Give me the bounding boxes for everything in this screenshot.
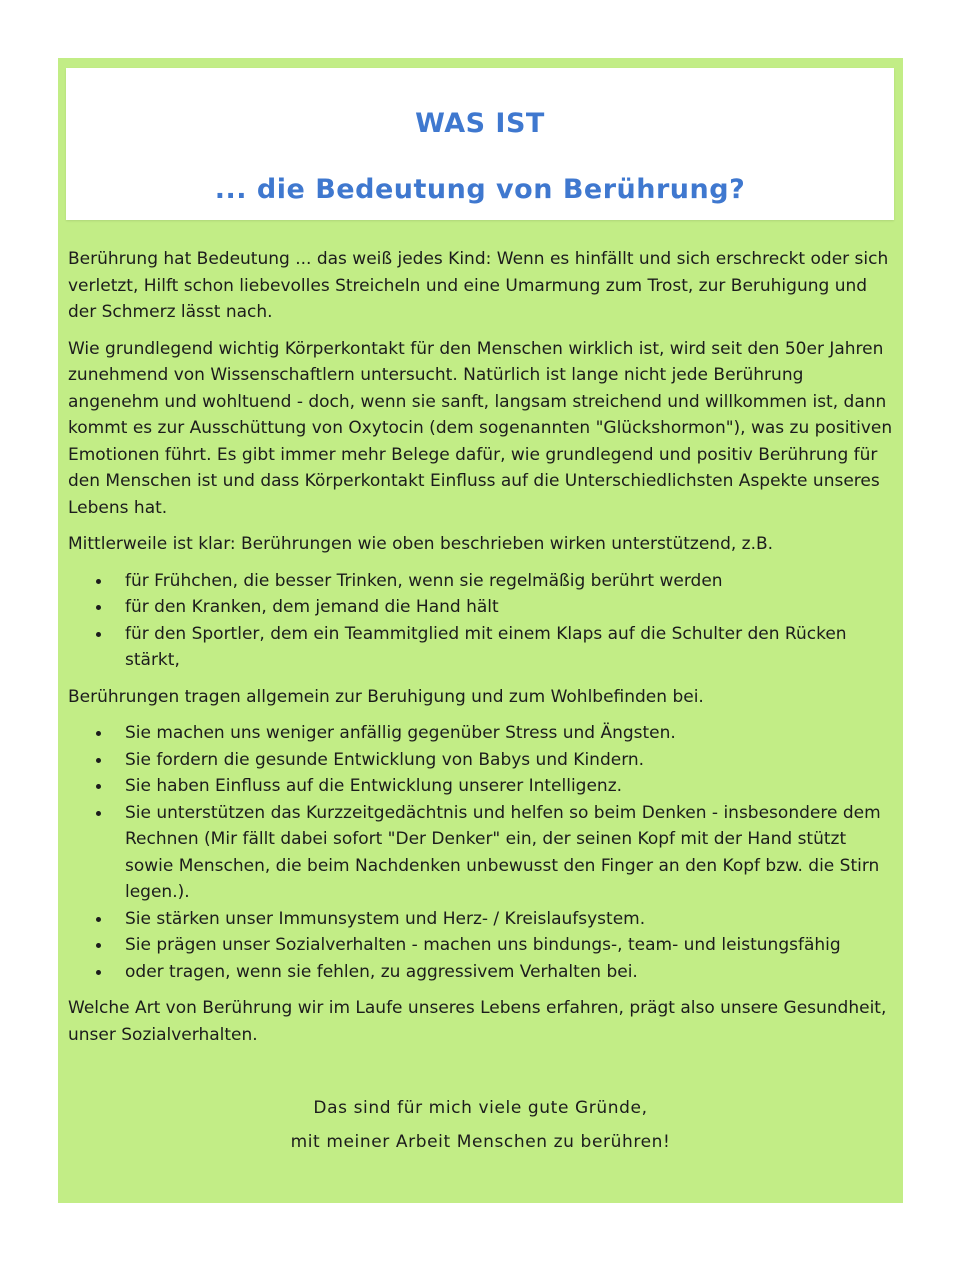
closing-line1: Das sind für mich viele gute Gründe, [313,1098,648,1118]
bullet-icon [96,632,101,637]
bullet-icon [96,917,101,922]
list-item-text: für Frühchen, die besser Trinken, wenn sie regelmäßig berührt werden [125,570,723,591]
paragraph-wellbeing: Berührungen tragen allgemein zur Beruhigung und zum Wohlbefinden bei. [68,686,704,707]
list-item-text: Sie prägen unser Sozialverhalten - machen uns bindungs-, team- und leistungsfähig [125,935,841,955]
bullet-icon [96,605,101,610]
bullet-icon [96,970,101,975]
bullet-icon [96,811,101,816]
list-item-text: für den Kranken, dem jemand die Hand hält [125,597,499,617]
bullet-icon [96,758,101,763]
list-item [125,959,896,986]
paragraph-support-intro: Mittlerweile ist klar: Berührungen wie oben beschrieben wirken unterstützend, z.B. [68,534,774,554]
article-body [68,246,896,1058]
list-item [125,568,896,595]
list-item-text: Sie machen uns weniger anfällig gegenüber Stress und Ängsten. [125,723,676,743]
bullet-icon [96,579,101,584]
list-item [125,773,896,800]
bullet-icon [96,943,101,948]
list-item [125,932,896,959]
paragraph-science: Wie grundlegend wichtig Körperkontakt für den Menschen wirklich ist, wird seit den 50er Jahren zunehmend von Wissenschaftlern untersucht. Natürlich ist lange nicht jede Berührung angenehm und wohltuend - doch, wenn sie sanft, langsam streichend und willkommen ist, dann kommt es zur Ausschüttung von Oxytocin (dem sogenannten "Glückshormon"), was zu positiven Emotionen führt. Es gibt immer mehr Belege dafür, wie grundlegend und positiv Berührung für den Menschen ist und dass Körperkontakt Einfluss auf die Unterschiedlichsten Aspekte unseres Lebens hat. [68,338,893,518]
list-item-text: Sie haben Einfluss auf die Entwicklung unserer Intelligenz. [125,776,623,796]
page-title-line1: WAS IST [415,108,545,139]
content-panel [58,58,903,1203]
list-item [125,906,896,933]
list-item-text: für den Sportler, dem ein Teammitglied mit einem Klaps auf die Schulter den Rücken stärkt, [125,623,847,670]
closing-line2: mit meiner Arbeit Menschen zu berühren! [290,1132,671,1152]
list-item-text: Sie fordern die gesunde Entwicklung von Babys und Kindern. [125,749,645,770]
paragraph-intro: Berührung hat Bedeutung ... das weiß jedes Kind: Wenn es hinfällt und sich erschreckt oder sich verletzt, Hilft schon liebevolles Streicheln und eine Umarmung zum Trost, zur Beruhigung und der Schmerz lässt nach. [68,249,889,322]
page-title-line2: ... die Bedeutung von Berührung? [214,174,746,205]
list-item-text: Sie unterstützen das Kurzzeitgedächtnis und helfen so beim Denken - insbesondere dem Rechnen (Mir fällt dabei sofort "Der Denker" ein, der seinen Kopf mit der Hand stützt sowie Menschen, die beim Nachdenken unbewusst den Finger an den Kopf bzw. die Stirn legen.). [125,802,881,902]
list-item-text: oder tragen, wenn sie fehlen, zu aggressivem Verhalten bei. [125,961,638,982]
list-item [125,747,896,774]
support-list [68,568,896,674]
title-box [66,68,894,220]
list-item [125,621,896,674]
effects-list [68,720,896,985]
bullet-icon [96,784,101,789]
closing-statement [58,1091,903,1159]
bullet-icon [96,731,101,736]
list-item [125,800,896,906]
list-item [125,594,896,621]
list-item-text: Sie stärken unser Immunsystem und Herz- / Kreislaufsystem. [125,908,646,929]
paragraph-conclusion: Welche Art von Berührung wir im Laufe unseres Lebens erfahren, prägt also unsere Gesundheit, unser Sozialverhalten. [68,998,887,1045]
list-item [125,720,896,747]
